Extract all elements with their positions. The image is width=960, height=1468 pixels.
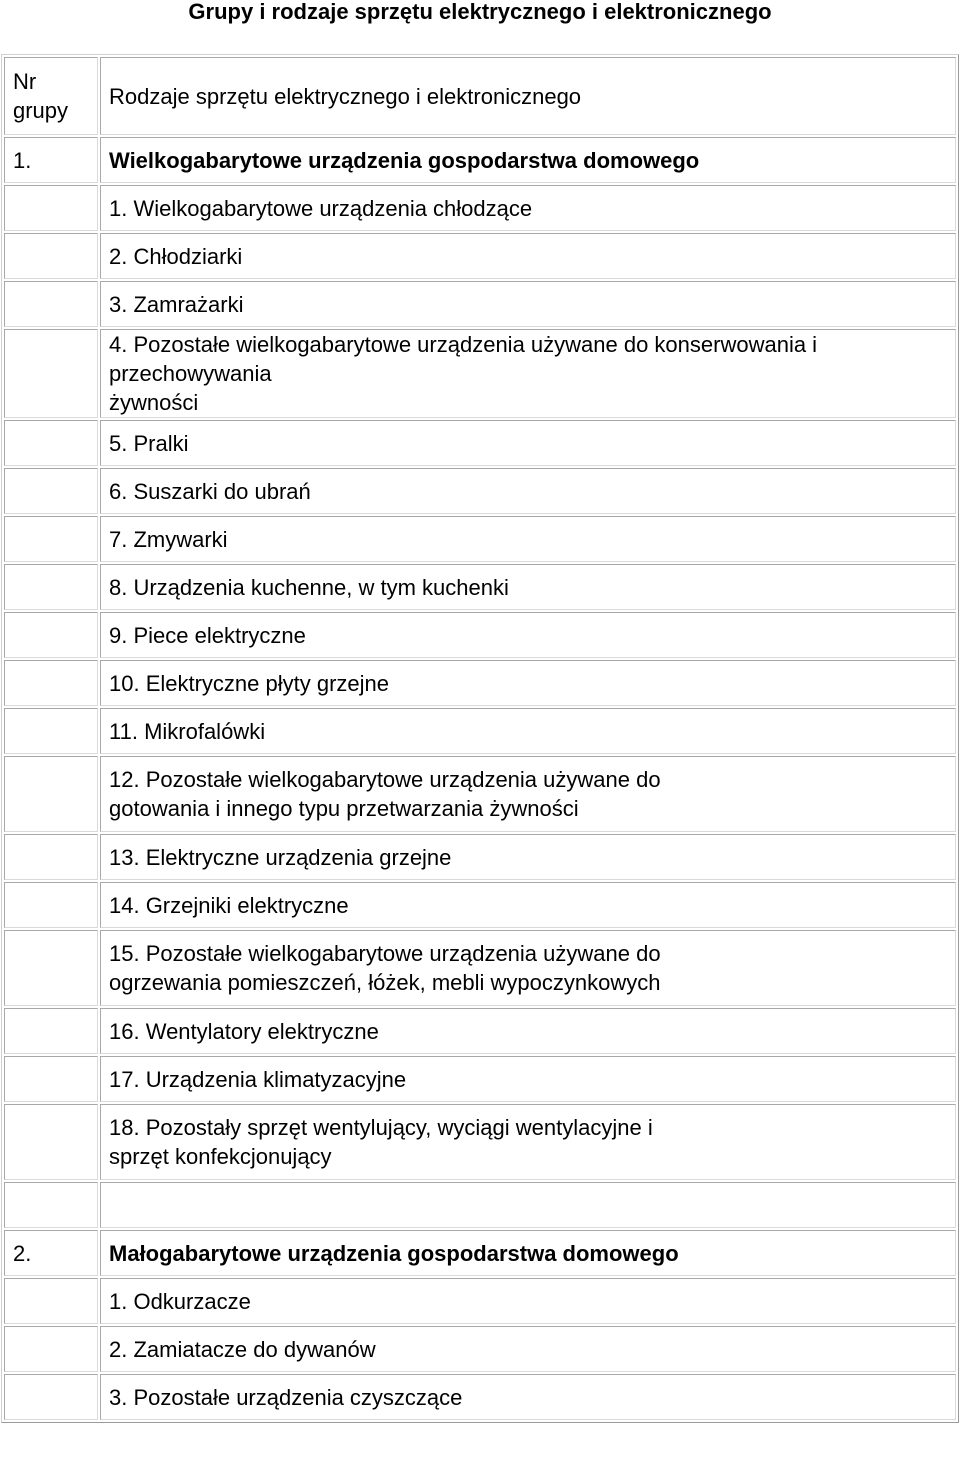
group-number-cell <box>4 1326 98 1372</box>
group-number-cell <box>4 564 98 610</box>
group-number-cell <box>4 1278 98 1324</box>
equipment-type-cell: 2. Zamiatacze do dywanów <box>100 1326 956 1372</box>
equipment-type-cell: 10. Elektryczne płyty grzejne <box>100 660 956 706</box>
group-number-cell <box>4 1182 98 1228</box>
equipment-type-cell: 1. Odkurzacze <box>100 1278 956 1324</box>
table-row <box>4 756 956 832</box>
equipment-type-cell: 5. Pralki <box>100 420 956 466</box>
group-number-cell <box>4 1374 98 1420</box>
table-row <box>4 1374 956 1420</box>
group-number-cell <box>4 516 98 562</box>
table-row <box>4 329 956 418</box>
group-number-cell <box>4 1104 98 1180</box>
equipment-type-cell: 12. Pozostałe wielkogabarytowe urządzenia używane do gotowania i innego typu przetwarzania żywności <box>100 756 956 832</box>
table-row <box>4 468 956 514</box>
group-number-cell <box>4 930 98 1006</box>
equipment-type-cell: 16. Wentylatory elektryczne <box>100 1008 956 1054</box>
group-number-cell <box>4 468 98 514</box>
group-row <box>4 137 956 183</box>
table-row <box>4 516 956 562</box>
table-row <box>4 1278 956 1324</box>
table-row <box>4 660 956 706</box>
group-number-cell <box>4 882 98 928</box>
table-row <box>4 564 956 610</box>
equipment-type-cell: 3. Pozostałe urządzenia czyszczące <box>100 1374 956 1420</box>
table-row <box>4 834 956 880</box>
table-row <box>4 1104 956 1180</box>
equipment-type-cell <box>100 1182 956 1228</box>
table-row <box>4 708 956 754</box>
table-row <box>4 612 956 658</box>
equipment-type-cell: 18. Pozostały sprzęt wentylujący, wyciągi wentylacyjne i sprzęt konfekcjonujący <box>100 1104 956 1180</box>
equipment-type-cell: 13. Elektryczne urządzenia grzejne <box>100 834 956 880</box>
equipment-type-cell: 4. Pozostałe wielkogabarytowe urządzenia używane do konserwowania i przechowywania żywności <box>100 329 956 418</box>
equipment-type-cell: 17. Urządzenia klimatyzacyjne <box>100 1056 956 1102</box>
equipment-type-cell: 6. Suszarki do ubrań <box>100 468 956 514</box>
table-row <box>4 930 956 1006</box>
table-body <box>4 57 956 1420</box>
group-name-cell: Małogabarytowe urządzenia gospodarstwa domowego <box>100 1230 956 1276</box>
table-row <box>4 420 956 466</box>
group-number-cell <box>4 233 98 279</box>
equipment-type-cell: 9. Piece elektryczne <box>100 612 956 658</box>
group-number-cell <box>4 756 98 832</box>
equipment-type-cell: 15. Pozostałe wielkogabarytowe urządzenia używane do ogrzewania pomieszczeń, łóżek, mebli wypoczynkowych <box>100 930 956 1006</box>
table-row <box>4 1008 956 1054</box>
group-number-cell <box>4 420 98 466</box>
equipment-type-cell: 11. Mikrofalówki <box>100 708 956 754</box>
group-number-cell <box>4 708 98 754</box>
equipment-groups-table <box>1 54 959 1423</box>
equipment-type-cell: 7. Zmywarki <box>100 516 956 562</box>
equipment-type-cell: 2. Chłodziarki <box>100 233 956 279</box>
group-number-cell <box>4 660 98 706</box>
group-number-cell: 2. <box>4 1230 98 1276</box>
table-row <box>4 1182 956 1228</box>
group-row <box>4 1230 956 1276</box>
table-row <box>4 233 956 279</box>
page-title: Grupy i rodzaje sprzętu elektrycznego i elektronicznego <box>188 0 772 24</box>
group-number-cell <box>4 281 98 327</box>
table-row <box>4 1056 956 1102</box>
group-number-cell <box>4 612 98 658</box>
equipment-type-cell: 1. Wielkogabarytowe urządzenia chłodzące <box>100 185 956 231</box>
nr-grupy-header: Nr grupy <box>4 57 98 135</box>
group-number-cell <box>4 1008 98 1054</box>
equipment-type-cell: 8. Urządzenia kuchenne, w tym kuchenki <box>100 564 956 610</box>
table-row <box>4 882 956 928</box>
group-number-cell: 1. <box>4 137 98 183</box>
table-row <box>4 185 956 231</box>
group-number-cell <box>4 1056 98 1102</box>
table-row <box>4 1326 956 1372</box>
equipment-type-cell: 3. Zamrażarki <box>100 281 956 327</box>
group-number-cell <box>4 185 98 231</box>
group-number-cell <box>4 834 98 880</box>
rodzaje-header: Rodzaje sprzętu elektrycznego i elektronicznego <box>100 57 956 135</box>
table-row <box>4 281 956 327</box>
table-header-row <box>4 57 956 135</box>
group-name-cell: Wielkogabarytowe urządzenia gospodarstwa domowego <box>100 137 956 183</box>
group-number-cell <box>4 329 98 418</box>
equipment-type-cell: 14. Grzejniki elektryczne <box>100 882 956 928</box>
